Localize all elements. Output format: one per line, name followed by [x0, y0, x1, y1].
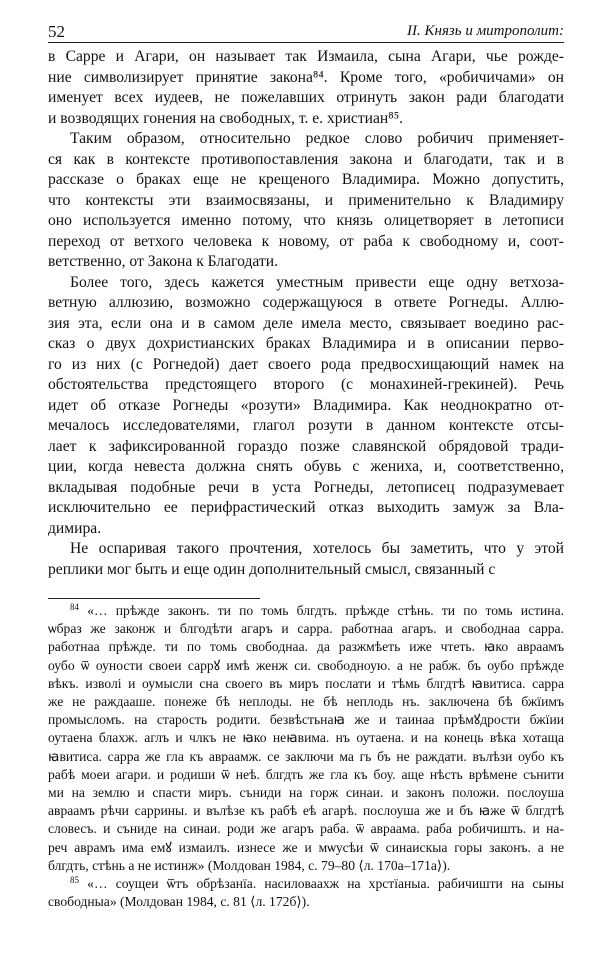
- text-line: обстоятельства предстоящего второго (с монахиней-грекиней). Речь: [48, 376, 564, 393]
- footnote-line: работнаа прѣжде. ти по томь свободнаа. да разжмѣеть иже чтеть. ꙗко авраамъ: [48, 639, 564, 655]
- footnote-line: рабѣ моеи агари. и родиши ѿ неѣ. блгдть же гла къ боу. аще нѣсть врѣмене сънити: [48, 766, 564, 782]
- footnote-line: авраамъ рѣчи саррины. и вълѣзе къ рабѣ еѣ агарѣ. послоуша же и бъ ꙗже ѿ блгдтѣ: [48, 803, 564, 819]
- text-line: сказ о двух дохристианских браках Владимира и в описании перво-: [48, 335, 564, 352]
- paragraph: [48, 539, 564, 580]
- paragraph: [48, 129, 564, 273]
- footnote-line: словесъ. и съниде на синаи. роди же агаръ раба. ѿ авраама. раба робичишть. и на-: [48, 821, 564, 837]
- text-line: и возводящих гонения на свободных, т. е. христиан⁸⁵.: [48, 109, 404, 127]
- text-line: вкладывая подобные речи в уста Рогнеды, летописец подразумевает: [48, 478, 564, 496]
- footnote-line: ѡбраз же законж и блгодѣти агаръ и сарра. работнаа агаръ. и свободнаа сарра.: [48, 621, 564, 637]
- footnote-line: [48, 875, 564, 893]
- text-line: что контексты эти взаимосвязаны, и применительно к Владимиру: [48, 191, 564, 209]
- text-line: зия эта, если она и в самом деле имела место, связывает воедино рас-: [48, 314, 564, 332]
- footnote-text: «… прѣжде законъ. ти по томь блгдть. прѣжде стѣнь. ти по томь истина.: [87, 603, 565, 618]
- text-line: переход от ветхого человека к новому, от раба к свободному и, соот-: [48, 232, 564, 250]
- footnote-line: [48, 602, 564, 620]
- footnote-line: же не раждааше. понеже бѣ неплоды. не бѣ неплодь нъ. заключена бѣ бжїимъ: [48, 694, 564, 710]
- text-line: исключительно ее перифрастический отказ выходить замуж за Вла-: [48, 499, 564, 516]
- footnote-line: промысломъ. на старость родити. безвѣстьнаꙗ же и таинаа прѣмꙋдрости бжїии: [48, 712, 564, 728]
- paragraph: [48, 273, 564, 540]
- text-line: Таким образом, относительно редкое слово робичич применяет-: [70, 130, 564, 147]
- text-line: ветную аллюзию, возможно содержащуюся в ответе Рогнеды. Аллю-: [48, 294, 564, 311]
- text-line: идет об отказе Рогнеды «розути» Владимира. Как неоднократно от-: [48, 396, 564, 414]
- text-line: Не оспаривая такого прочтения, хотелось бы заметить, что у этой: [70, 540, 564, 557]
- footnote-number: 85: [70, 875, 79, 886]
- footnote-line: вѣкъ. изволі и оумысли сна своего въ миръ послати и тѣмь блгдтѣ ꙗвитиса. сарра: [48, 675, 564, 691]
- text-line: Более того, здесь кажется уместным привести еще одну ветхоза-: [70, 273, 564, 291]
- text-line: мечалось исследователями, глагол розути в данном контексте отсы-: [48, 417, 564, 434]
- text-line: оно используется именно потому, что князь олицетворяет в летописи: [48, 212, 564, 229]
- running-head: II. Князь и митрополит:: [407, 23, 564, 39]
- footnote-text: «… соущеи ѿтъ обрѣзанїа. насиловаахж на хрстїаныа. рабичишти на сыны: [87, 876, 565, 892]
- text-line: го из них (с Рогнедой) дает своего рода предвосхищающий намек на: [48, 355, 564, 373]
- main-text: [48, 47, 564, 580]
- footnote-line: ꙗвитиса. сарра же гла къ авраамж. се заключи ма гь бъ не раждати. вълѣзи оубо къ: [48, 748, 564, 764]
- text-line: рассказе о браках еще не крещеного Владимира. Можно допустить,: [48, 171, 564, 188]
- page-number: 52: [48, 22, 65, 41]
- text-line: в Сарре и Агари, он называет так Измаила, сына Агари, чье рожде-: [48, 48, 564, 65]
- footnote-line: реч аврамъ има емꙋ измаилъ. изнесе же и мѡусѣи ѿ синаискыа горы законъ. а не: [48, 839, 564, 855]
- footnote-divider: [48, 598, 260, 599]
- text-line: именует всех иудеев, не пожелавших отринуть закон ради благодати: [48, 89, 564, 106]
- footnotes: [48, 602, 564, 911]
- footnote-line: блгдть, стѣнь а не истинж» (Молдован 1984, с. 79–80 ⟨л. 170а–171а⟩).: [48, 857, 451, 873]
- text-line: ветственно, от Закона к Благодати.: [48, 253, 278, 270]
- text-line: ние символизирует принятие закона⁸⁴. Кроме того, «робичичами» он: [48, 68, 564, 86]
- paragraph: [48, 47, 564, 129]
- footnote-number: 84: [70, 602, 79, 612]
- footnote-line: оутаена блахж. аглъ и члкъ не ꙗко неꙗвима. нъ оутаена. и на конець вѣка хотаща: [48, 730, 564, 746]
- footnote-line: ми на землю и спасти миръ. съниди на горж синаи. и законъ положи. послоуша: [48, 785, 564, 801]
- text-line: реплики мог быть и еще один дополнительный смысл, связанный с: [48, 560, 496, 578]
- footnote: [48, 875, 564, 911]
- page-header: [48, 22, 564, 43]
- footnote-line: свободныа» (Молдован 1984, с. 81 ⟨л. 172б⟩).: [48, 894, 310, 910]
- footnote: [48, 602, 564, 875]
- text-line: ся как в контексте противопоставления закона и благодати, так и в: [48, 150, 564, 168]
- text-line: ции, когда невеста должна снять обувь с жениха, и, соответственно,: [48, 458, 564, 475]
- text-line: димира.: [48, 519, 102, 537]
- footnote-line: оубо ѿ оуности своеи саррꙋ имѣ женж си. свободноую. а не рабж. бъ оубо прѣжде: [48, 657, 564, 673]
- text-line: лает к зафиксированной гораздо позже славянской обрядовой тради-: [48, 437, 564, 455]
